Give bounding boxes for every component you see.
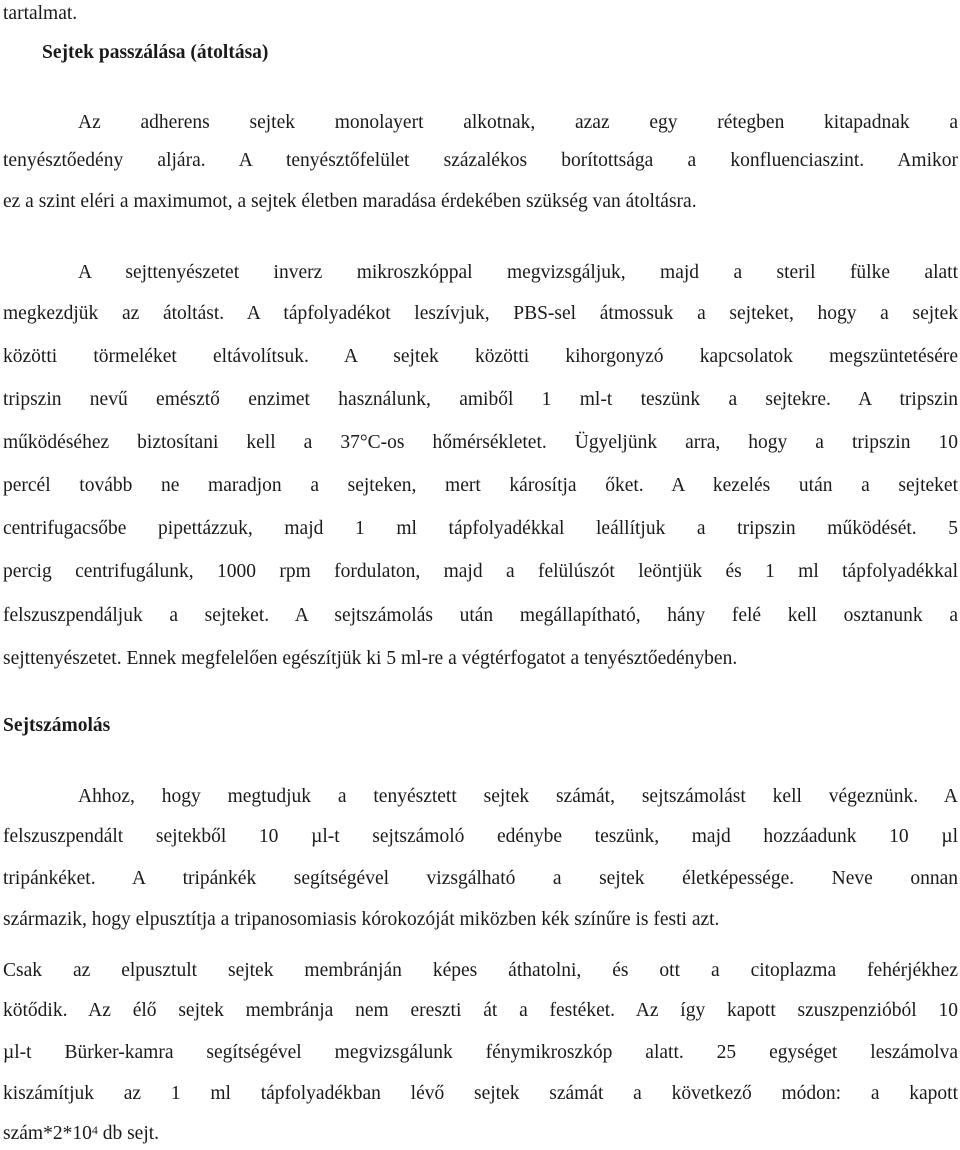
section-heading-passage: Sejtek passzálása (átoltása) — [42, 42, 269, 63]
paragraph-line: tenyésztőedény aljára. A tenyésztőfelület százalékos borítottsága a konfluenciaszint. Amikor — [3, 150, 958, 171]
paragraph-line: percig centrifugálunk, 1000 rpm fordulaton, majd a felülúszót leöntjük és 1 ml tápfolyadékkal — [3, 561, 958, 582]
intro-text: tartalmat. — [3, 3, 78, 24]
paragraph-line: származik, hogy elpusztítja a tripanosomiasis kórokozóját miközben kék színűre is festi azt. — [3, 909, 720, 930]
paragraph-line: tripánkéket. A tripánkék segítségével vizsgálható a sejtek életképessége. Neve onnan — [3, 868, 958, 889]
paragraph-line: közötti törmeléket eltávolítsuk. A sejtek közötti kihorgonyzó kapcsolatok megszüntetésére — [3, 346, 958, 367]
section-heading-cell-count: Sejtszámolás — [3, 715, 111, 736]
paragraph-line: Az adherens sejtek monolayert alkotnak, azaz egy rétegben kitapadnak a — [78, 112, 958, 133]
paragraph-line: µl-t Bürker-kamra segítségével megvizsgálunk fénymikroszkóp alatt. 25 egységet leszámolva — [3, 1042, 958, 1063]
formula-exponent: 4 — [91, 1123, 98, 1137]
paragraph-line: sejttenyészetet. Ennek megfelelően egészítjük ki 5 ml-re a végtérfogatot a tenyésztőedényben. — [3, 648, 738, 669]
paragraph-line: kötődik. Az élő sejtek membránja nem ereszti át a festéket. Az így kapott szuszpenzióból 10 — [3, 1000, 958, 1021]
paragraph-line: A sejttenyészetet inverz mikroszkóppal megvizsgáljuk, majd a steril fülke alatt — [78, 262, 958, 283]
paragraph-line: Csak az elpusztult sejtek membránján képes áthatolni, és ott a citoplazma fehérjékhez — [3, 960, 958, 981]
paragraph-last-line — [3, 1122, 958, 1146]
formula-suffix: db sejt. — [97, 1123, 160, 1144]
paragraph-line: tripszin nevű emésztő enzimet használunk, amiből 1 ml-t teszünk a sejtekre. A tripszin — [3, 389, 958, 410]
paragraph-line: felszuszpendáljuk a sejteket. A sejtszámolás után megállapítható, hány felé kell osztanunk a — [3, 605, 958, 626]
paragraph-line: kiszámítjuk az 1 ml tápfolyadékban lévő sejtek számát a következő módon: a kapott — [3, 1083, 958, 1104]
paragraph-line: ez a szint eléri a maximumot, a sejtek életben maradása érdekében szükség van átoltásra. — [3, 191, 697, 212]
paragraph-line: működéséhez biztosítani kell a 37°C-os hőmérsékletet. Ügyeljünk arra, hogy a tripszin 10 — [3, 432, 958, 453]
paragraph-line: felszuszpendált sejtekből 10 µl-t sejtszámoló edénybe teszünk, majd hozzáadunk 10 µl — [3, 826, 958, 847]
formula-base: szám*2*10 — [3, 1123, 92, 1144]
paragraph-line: percél tovább ne maradjon a sejteken, mert károsítja őket. A kezelés után a sejteket — [3, 475, 958, 496]
paragraph-line: centrifugacsőbe pipettázzuk, majd 1 ml tápfolyadékkal leállítjuk a tripszin működését. 5 — [3, 518, 958, 539]
paragraph-line: Ahhoz, hogy megtudjuk a tenyésztett sejtek számát, sejtszámolást kell végeznünk. A — [78, 786, 958, 807]
paragraph-line: megkezdjük az átoltást. A tápfolyadékot leszívjuk, PBS-sel átmossuk a sejteket, hogy a sejtek — [3, 303, 958, 324]
